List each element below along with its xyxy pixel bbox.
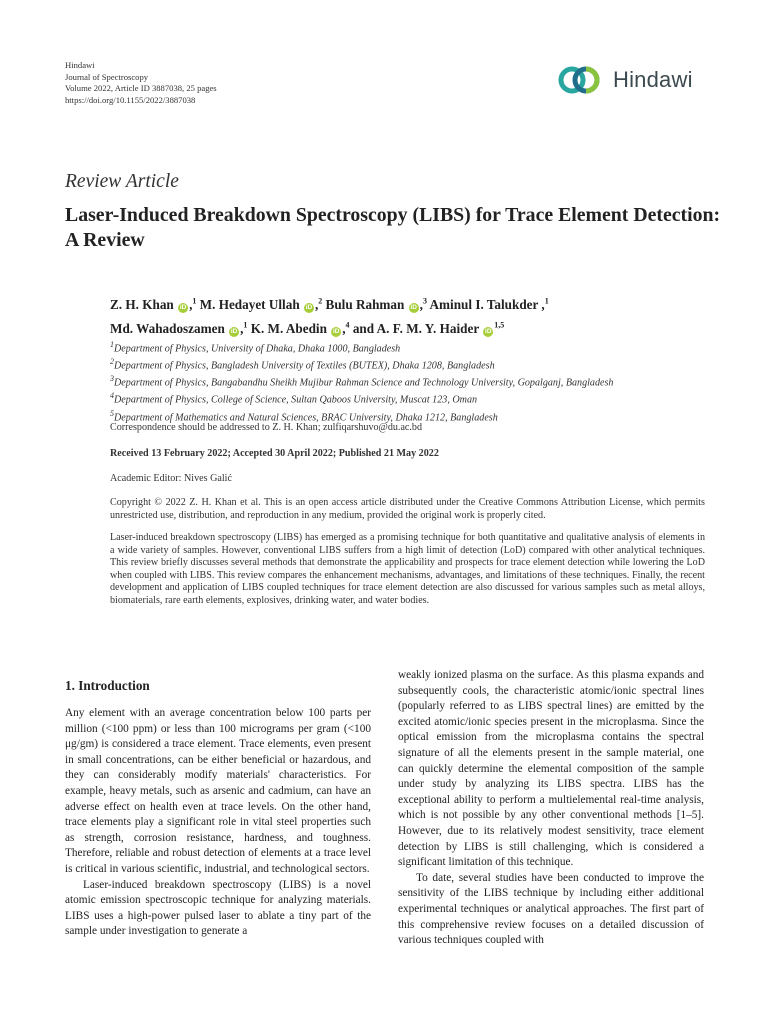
author-name: and A. F. M. Y. Haider [352, 321, 483, 337]
hindawi-logo [557, 62, 707, 98]
author-affiliation-number: 4 [345, 320, 350, 330]
orcid-icon[interactable]: iD [179, 304, 187, 312]
author-name: Z. H. Khan [110, 297, 178, 313]
article-type: Review Article [65, 171, 179, 192]
affiliation-text: Department of Mathematics and Natural Sciences, BRAC University, Dhaka 1212, Bangladesh [114, 411, 498, 423]
correspondence: Correspondence should be addressed to Z. H. Khan; zulfiqarshuvo@du.ac.bd [110, 422, 423, 433]
volume-line: Volume 2022, Article ID 3887038, 25 pages [65, 83, 217, 94]
affiliation-number: 2 [110, 357, 114, 367]
affiliation-text: Department of Physics, Bangabandhu Sheikh Mujibur Rahman Science and Technology University, Gopalganj, Bangladesh [114, 377, 614, 389]
publication-dates: Received 13 February 2022; Accepted 30 April 2022; Published 21 May 2022 [110, 448, 439, 459]
affiliation-list [110, 339, 710, 425]
author-affiliation-number: 1 [544, 297, 549, 306]
orcid-icon[interactable]: iD [410, 304, 417, 312]
author-list [110, 292, 690, 340]
affiliation-number: 3 [110, 374, 114, 384]
author-entry [353, 321, 504, 336]
author-affiliation-number: 1,5 [494, 320, 505, 330]
affiliation [110, 390, 710, 407]
author-name: K. M. Abedin [250, 321, 331, 337]
author-entry: Bulu Rahman iD ,$^3$ [325, 297, 427, 313]
orcid-icon[interactable]: iD [305, 304, 313, 312]
affiliation-text: Department of Physics, University of Dhaka, Dhaka 1000, Bangladesh [114, 343, 401, 355]
affiliation [110, 373, 710, 390]
paragraph: Any element with an average concentration below 100 parts per million (<100 ppm) or less than 100 micrograms per gram (<100 μg/gm) is considered a trace element. Trace elements, even present in small concentrations, can be either beneficial or hazardous, and they can considerably modify materials' characteristics. For example, heavy metals, such as arsenic and cadmium, can have an adverse effect on health even at trace levels. On the other hand, trace elements play a significant role in vital steel properties such as strength, corrosion resistance, hardness, and toughness. Therefore, reliable and robust detection of elements at a trace level is critical in various scientific, industrial, and technological sectors. [65, 707, 371, 875]
journal-name: Journal of Spectroscopy [65, 71, 149, 82]
doi-link[interactable]: https://doi.org/10.1155/2022/3887038 [65, 94, 196, 105]
right-column [398, 668, 704, 949]
affiliation [110, 339, 710, 356]
author-name: Aminul I. Talukder [429, 297, 542, 313]
section-heading: 1. Introduction [65, 678, 150, 693]
paragraph: weakly ionized plasma on the surface. As this plasma expands and subsequently cools, the characteristic atomic/ionic spectral lines (popularly referred to as LIBS spectral lines) are emitted by the excited atomic/ionic species present in the microplasma. Since the optical emission from the microplasma contains the spectral signature of all the elements present in the sample material, one can quickly determine the elemental composition of the sample under study by analyzing its LIBS spectra. LIBS has the exceptional ability to perform a multielemental real-time analysis, which is not possible by any other conventional methods [1–5]. However, due to its relatively modest sensitivity, trace element detection by LIBS is still challenging, which is considered a significant limitation of this technique. [398, 669, 704, 869]
orcid-icon[interactable]: iD [332, 328, 340, 336]
affiliation-number: 1 [110, 340, 114, 349]
academic-editor: Academic Editor: Nives Galić [110, 473, 232, 484]
author-entry: Md. Wahadoszamen iD ,$^1$ [110, 320, 248, 337]
author-entry: K. M. Abedin iD ,$^4$ [250, 320, 350, 337]
paragraph: Laser-induced breakdown spectroscopy (LIBS) is a novel atomic emission spectroscopic technique for analyzing materials. LIBS uses a high-power pulsed laser to ablate a tiny part of the sample under investigation to generate a [65, 878, 371, 938]
journal-meta [65, 60, 217, 106]
paragraph: To date, several studies have been conducted to improve the sensitivity of the LIBS technique by including either additional experimental techniques or analytical approaches. The first part of this comprehensive review focuses on a detailed discussion of various techniques coupled with [398, 871, 704, 947]
abstract: Laser-induced breakdown spectroscopy (LIBS) has emerged as a promising technique for both quantitative and qualitative analysis of elements in a wide variety of samples. However, conventional LIBS suffers from a high limit of detection (LoD) compared with other analytical techniques. This review briefly discusses several methods that demonstrate the applicability and prospects for trace element detection while lowering the LoD when coupled with LIBS. This review compares the enhancement mechanisms, advantages, and limitations of these techniques. Finally, the recent development and application of LIBS coupled techniques for trace element detection are also discussed for various samples such as metal alloys, biomaterials, rare earth elements, explosives, drinking water, and water bodies. [110, 532, 705, 606]
author-affiliation-number: 1 [243, 320, 248, 330]
author-name: M. Hedayet Ullah [199, 297, 303, 313]
affiliation-number: 4 [110, 391, 114, 401]
author-affiliation-number: 2 [318, 297, 323, 306]
hindawi-rings-icon [557, 63, 609, 97]
affiliation-text: Department of Physics, College of Science, Sultan Qaboos University, Muscat 123, Oman [114, 394, 478, 406]
author-name: Bulu Rahman [325, 297, 408, 313]
author-affiliation-number: 1 [192, 297, 197, 306]
left-column [65, 678, 371, 940]
affiliation [110, 356, 710, 373]
publisher-name: Hindawi [65, 60, 95, 70]
logo-text: Hindawi [613, 67, 693, 92]
author-entry: Z. H. Khan iD ,$^1$ [110, 297, 197, 313]
author-entry: M. Hedayet Ullah iD ,$^2$ [199, 297, 323, 313]
affiliation-text: Department of Physics, Bangladesh University of Textiles (BUTEX), Dhaka 1208, Bangladesh [114, 360, 495, 372]
affiliation-number: 5 [110, 408, 114, 418]
author-name: Md. Wahadoszamen [110, 321, 229, 337]
article-title: Laser-Induced Breakdown Spectroscopy (LIBS) for Trace Element Detection: A Review [65, 204, 721, 251]
orcid-icon[interactable]: iD [230, 328, 238, 336]
author-entry: Aminul I. Talukder ,$^1$ [429, 297, 549, 313]
author-affiliation-number: 3 [422, 297, 427, 306]
copyright-notice: Copyright © 2022 Z. H. Khan et al. This is an open access article distributed under the Creative Commons Attribution License, which permits unrestricted use, distribution, and reproduction in any medium, provided the original work is properly cited. [110, 497, 705, 521]
orcid-icon[interactable]: iD [485, 328, 492, 336]
